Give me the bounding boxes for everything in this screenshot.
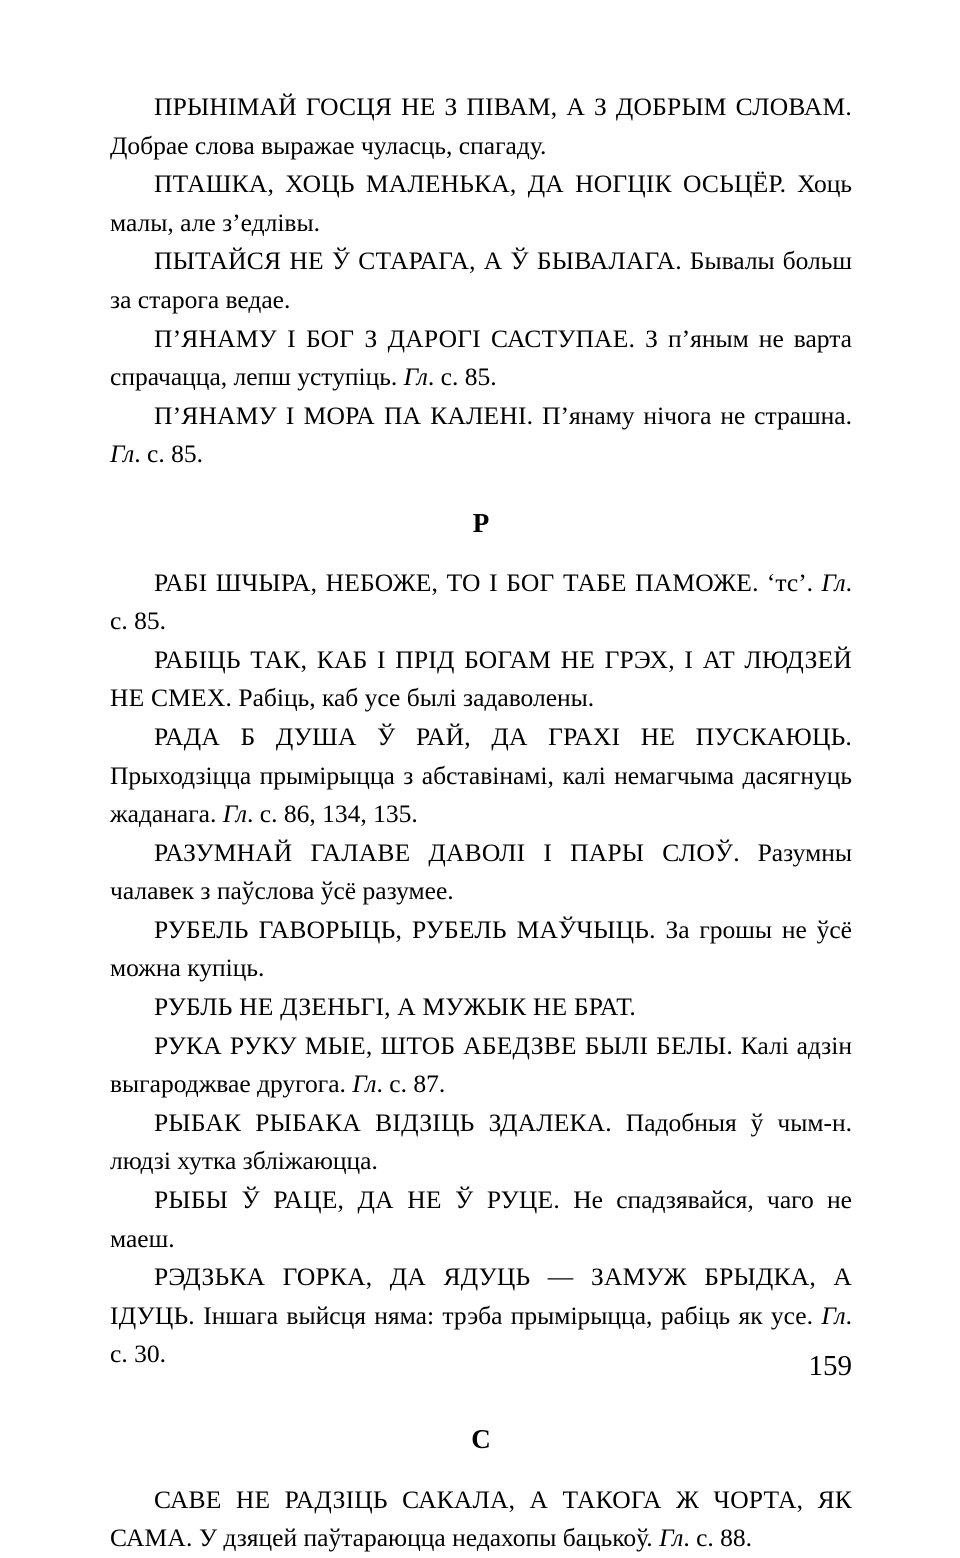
cross-reference-page: . с. 85. xyxy=(110,567,852,636)
entry-gloss: За грошы не ўсё можна купіць. xyxy=(110,914,852,983)
cross-reference-page: . с. 87. xyxy=(376,1069,446,1099)
page-number: 159 xyxy=(808,1350,852,1382)
cross-reference-page: . с. 30. xyxy=(110,1300,852,1369)
dictionary-entry xyxy=(110,834,852,911)
dictionary-entry xyxy=(110,1181,852,1258)
dictionary-entry xyxy=(110,1481,852,1558)
entry-gloss: Не спадзявайся, чаго не маеш. xyxy=(110,1185,852,1253)
dictionary-entry xyxy=(110,88,852,165)
cross-reference-marker: Гл xyxy=(222,799,248,829)
entry-gloss: Разумны чалавек з паўслова ўсё разумее. xyxy=(110,837,852,906)
entry-gloss: Добрае слова выражае чуласць, спагаду. xyxy=(110,130,547,160)
entry-headword: ПТАШКА, ХОЦЬ МАЛЕНЬКА, ДА НОГЦІК ОСЬЦЁР. xyxy=(154,169,787,199)
dictionary-entry xyxy=(110,1027,852,1104)
dictionary-entry xyxy=(110,242,852,319)
entry-gloss: У дзяцей паўтараюцца недахопы бацькоў. xyxy=(192,1523,660,1553)
entry-headword: ПЫТАЙСЯ НЕ Ў СТАРАГА, А Ў БЫВАЛАГА. xyxy=(154,246,682,276)
cross-reference-page: . с. 85. xyxy=(427,362,497,392)
spacer xyxy=(110,543,852,564)
dictionary-entry xyxy=(110,397,852,474)
entry-headword: САВЕ НЕ РАДЗІЦЬ САКАЛА, А ТАКОГА Ж ЧОРТА, ЯК САМА. xyxy=(110,1484,852,1553)
entry-gloss: ‘тс’. xyxy=(758,567,822,597)
entry-headword: РУКА РУКУ МЫЕ, ШТОБ АБЕДЗВЕ БЫЛІ БЕЛЫ. xyxy=(154,1030,733,1060)
entry-gloss: З п’яным не варта спрачацца, лепш уступіць. xyxy=(110,323,852,392)
entry-gloss: Хоць малы, але з’едлівы. xyxy=(110,169,852,237)
entry-headword: РАДА Б ДУША Ў РАЙ, ДА ГРАХІ НЕ ПУСКАЮЦЬ. xyxy=(154,721,852,751)
dictionary-entry xyxy=(110,165,852,242)
dictionary-entry xyxy=(110,718,852,834)
entry-gloss: Іншага выйсця няма: трэба прымірыцца, рабіць як усе. xyxy=(194,1300,822,1330)
spacer xyxy=(110,1459,852,1481)
cross-reference-marker: Гл xyxy=(403,362,428,392)
entry-headword: ПРЫНІМАЙ ГОСЦЯ НЕ З ПІВАМ, А З ДОБРЫМ СЛОВАМ. xyxy=(154,92,852,121)
section-heading-r: Р xyxy=(472,507,490,538)
entry-gloss: П’янаму нічога не страшна. xyxy=(533,400,852,430)
entry-headword: РЭДЗЬКА ГОРКА, ДА ЯДУЦЬ — ЗАМУЖ БРЫДКА, А ІДУЦЬ. xyxy=(110,1262,852,1330)
cross-reference-page: . с. 88. xyxy=(683,1523,753,1553)
dictionary-entry xyxy=(110,911,852,988)
dictionary-entry xyxy=(110,641,852,718)
entry-gloss: Падобныя ў чым-н. людзі хутка збліжаюцца. xyxy=(110,1107,852,1176)
entry-gloss: Бывалы больш за старога ведае. xyxy=(110,246,852,314)
entry-headword: РАЗУМНАЙ ГАЛАВЕ ДАВОЛІ І ПАРЫ СЛОЎ. xyxy=(154,837,740,867)
entry-gloss: Рабіць, каб усе былі задаволены. xyxy=(232,683,595,713)
cross-reference-marker: Гл xyxy=(110,439,135,469)
entry-headword: П’ЯНАМУ І МОРА ПА КАЛЕНІ. xyxy=(154,400,534,430)
entry-headword: РУБЛЬ НЕ ДЗЕНЬГІ, А МУЖЫК НЕ БРАТ. xyxy=(154,992,636,1022)
dictionary-entry xyxy=(110,564,852,641)
dictionary-entry xyxy=(110,320,852,397)
cross-reference-page: . с. 86, 134, 135. xyxy=(247,799,418,829)
spacer xyxy=(110,474,852,504)
section-heading-s: С xyxy=(471,1424,491,1454)
page-content xyxy=(110,88,852,1553)
entry-gloss: Прыходзіцца прымірыцца з абставінамі, калі немагчыма дасягнуць жаданага. xyxy=(110,760,852,829)
entry-headword: РЫБЫ Ў РАЦЕ, ДА НЕ Ў РУЦЕ. xyxy=(154,1185,560,1215)
entry-headword: РЫБАК РЫБАКА ВІДЗІЦЬ ЗДАЛЕКА. xyxy=(154,1107,612,1137)
entry-headword: П’ЯНАМУ І БОГ З ДАРОГІ САСТУПАЕ. xyxy=(154,323,636,353)
entry-headword: РУБЕЛЬ ГАВОРЫЦЬ, РУБЕЛЬ МАЎЧЫЦЬ. xyxy=(154,914,656,944)
cross-reference-marker: Гл xyxy=(821,1300,846,1330)
cross-reference-page: . с. 85. xyxy=(134,439,203,469)
cross-reference-marker: Гл xyxy=(352,1069,377,1099)
cross-reference-marker: Гл xyxy=(821,567,846,597)
entry-headword: РАБІЦЬ ТАК, КАБ І ПРІД БОГАМ НЕ ГРЭХ, І АТ ЛЮДЗЕЙ НЕ СМЕХ. xyxy=(110,644,852,713)
cross-reference-marker: Гл xyxy=(659,1523,684,1553)
dictionary-entry xyxy=(110,1104,852,1181)
entry-headword: РАБІ ШЧЫРА, НЕБОЖЕ, ТО І БОГ ТАБЕ ПАМОЖЕ. xyxy=(154,567,759,597)
dictionary-entry xyxy=(110,988,852,1027)
entry-gloss: Калі адзін выгароджвае другога. xyxy=(110,1030,852,1099)
